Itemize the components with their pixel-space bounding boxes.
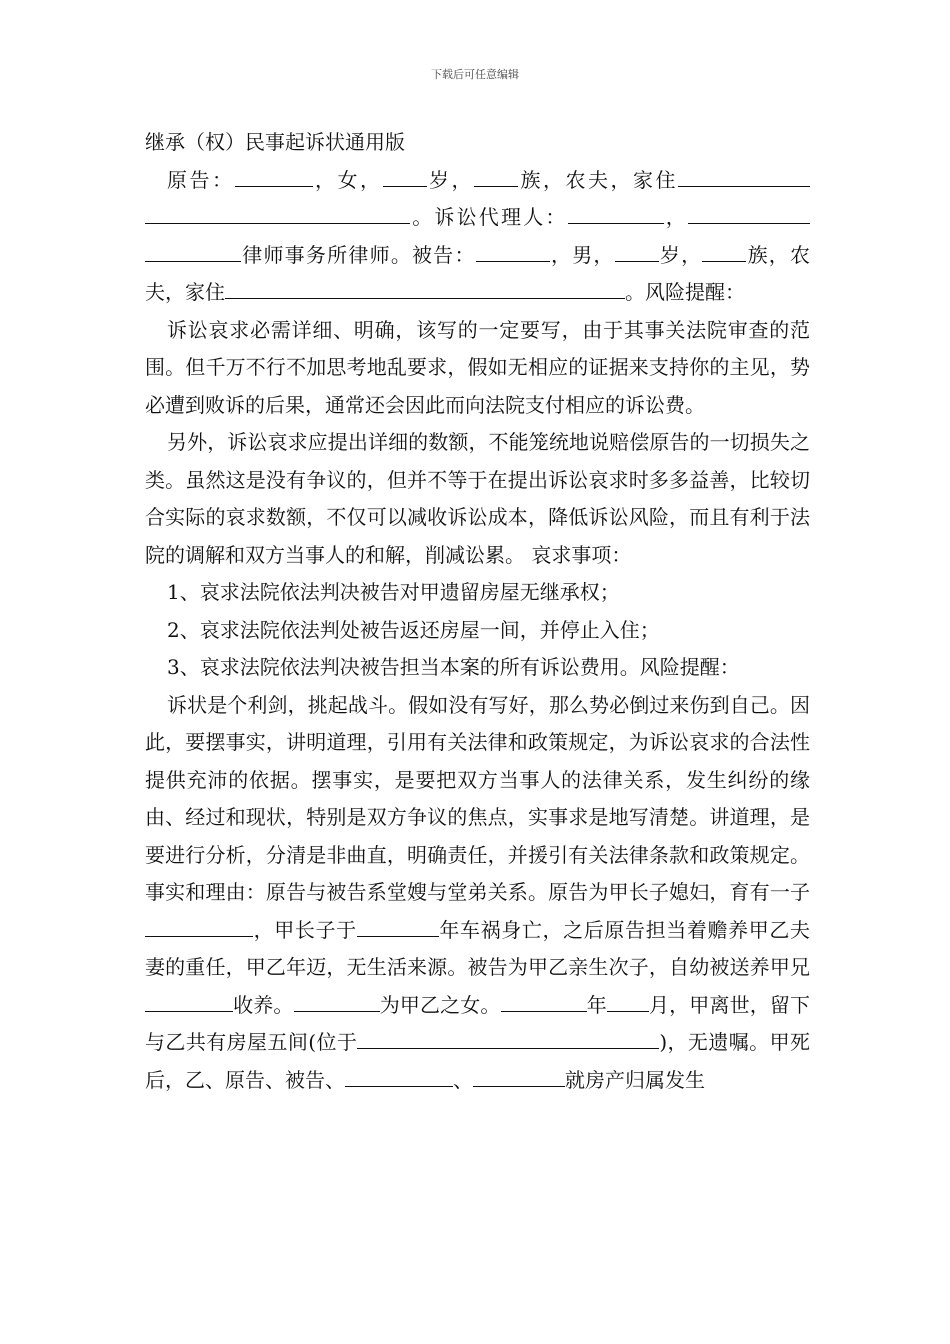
document-title: 继承（权）民事起诉状通用版: [145, 130, 405, 154]
claim-item: 2、哀求法院依法判处被告返还房屋一间，并停止入住；: [167, 617, 660, 642]
blank-field: [145, 260, 241, 262]
blank-field: [568, 222, 664, 224]
blank-field: [235, 185, 313, 187]
blank-field: [357, 935, 439, 937]
blank-field: [702, 260, 746, 262]
blank-field: [688, 222, 810, 224]
blank-field: [607, 1010, 649, 1012]
document-body: [145, 124, 810, 1099]
blank-field: [383, 185, 427, 187]
blank-field: [473, 1085, 565, 1087]
claim-item: 3、哀求法院依法判决被告担当本案的所有诉讼费用。风险提醒：: [167, 655, 740, 679]
parties-paragraph: 原告： ，女， 岁， 族，农夫，家住。诉讼代理人： ，律师事务所律师。被告： ，男， 岁， 族，农夫，家住 。风险提醒：: [145, 167, 811, 304]
blank-field: [225, 297, 625, 299]
risk-note-paragraph: 诉讼哀求必需详细、明确，该写的一定要写，由于其事关法院审查的范围。但千万不行不加思考地乱要求，假如无相应的证据来支持你的主见，势必遭到败诉的后果，通常还会因此而向法院支付相应的诉讼费。: [145, 317, 810, 417]
blank-field: [181, 1010, 233, 1012]
blank-field: [678, 185, 810, 187]
page-header: 下载后可任意编辑: [431, 68, 519, 81]
blank-field: [501, 1010, 587, 1012]
blank-field: [476, 260, 550, 262]
blank-field: [474, 185, 518, 187]
blank-field: [357, 1047, 659, 1049]
blank-field: [294, 1010, 380, 1012]
blank-field: [615, 260, 659, 262]
facts-paragraph: 诉状是个利剑，挑起战斗。假如没有写好，那么势必倒过来伤到自己。因此，要摆事实，讲明道理，引用有关法律和政策规定，为诉讼哀求的合法性提供充沛的依据。摆事实，是要把双方当事人的法律关系，发生纠纷的缘由、经过和现状，特别是双方争议的焦点，实事求是地写清楚。讲道理，是要进行分析，分清是非曲直，明确责任，并援引有关法律条款和政策规定。 事实和理由：原告与被告系堂嫂与堂弟关系。原告为甲长子媳妇，育有一子，甲长子于 年车祸身亡，之后原告担当着赡养甲乙夫妻的重任，甲乙年迈，无生活来源。被告为甲乙亲生次子，自幼被送养甲兄收养。 为甲乙之女。 年 月，甲离世，留下与乙共有房屋五间(位于 )，无遗嘱。甲死后，乙、原告、被告、 、 就房产归属发生: [145, 692, 811, 1092]
blank-field: [145, 222, 410, 224]
claim-item: 1、哀求法院依法判决被告对甲遗留房屋无继承权；: [167, 580, 620, 604]
blank-field: [145, 935, 253, 937]
blank-field: [345, 1085, 453, 1087]
claim-amount-paragraph: 另外，诉讼哀求应提出详细的数额，不能笼统地说赔偿原告的一切损失之类。虽然这是没有争议的，但并不等于在提出诉讼哀求时多多益善，比较切合实际的哀求数额，不仅可以减收诉讼成本，降低诉讼风险，而且有利于法院的调解和双方当事人的和解，削减讼累。 哀求事项：: [145, 430, 810, 567]
blank-field: [145, 1010, 181, 1012]
